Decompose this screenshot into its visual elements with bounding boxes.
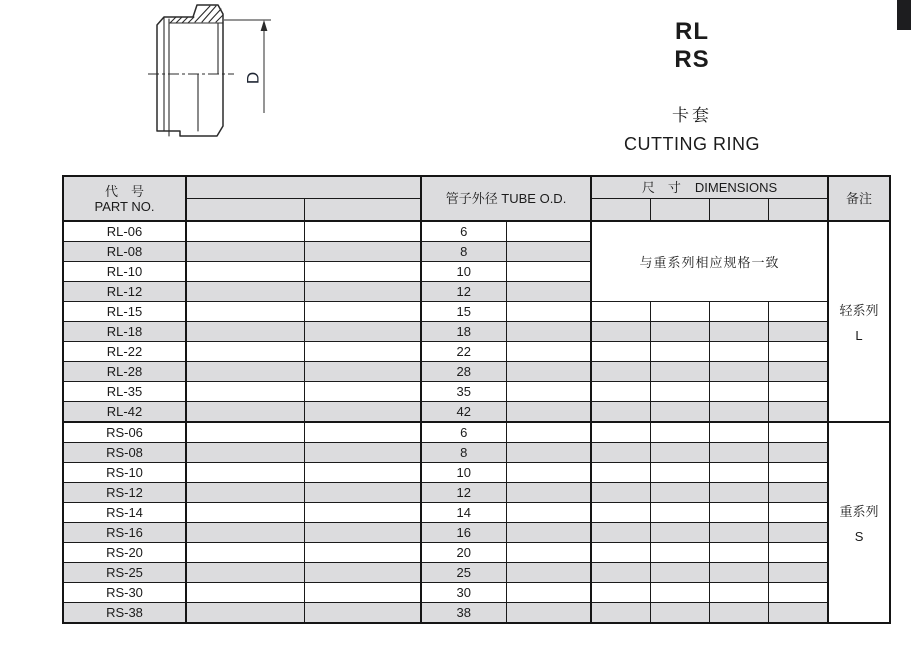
blank-cell <box>506 443 591 463</box>
header-part-no-cn: 代 号 <box>104 183 144 199</box>
dim-cell <box>768 302 828 322</box>
dim-cell <box>650 382 709 402</box>
blank-cell <box>304 463 421 483</box>
blank-cell <box>304 342 421 362</box>
tube-od-cell: 15 <box>421 302 506 322</box>
dim-cell <box>591 503 650 523</box>
dimension-label: D <box>243 71 263 85</box>
tube-od-cell: 16 <box>421 523 506 543</box>
header-dim-sub-3 <box>709 199 768 222</box>
part-no-cell: RS-14 <box>63 503 186 523</box>
blank-cell <box>186 583 304 603</box>
row-RS-16 <box>63 523 890 543</box>
blank-cell <box>304 583 421 603</box>
row-RL-42 <box>63 402 890 423</box>
row-RS-14 <box>63 503 890 523</box>
dim-cell <box>650 563 709 583</box>
remark-series-cn: 轻系列 <box>839 303 879 318</box>
part-no-cell: RL-10 <box>63 262 186 282</box>
header-dimensions <box>591 176 828 199</box>
blank-cell <box>506 362 591 382</box>
dim-cell <box>709 603 768 624</box>
dim-cell <box>650 503 709 523</box>
dim-cell <box>709 583 768 603</box>
blank-cell <box>304 523 421 543</box>
blank-cell <box>506 583 591 603</box>
tube-od-cell: 8 <box>421 242 506 262</box>
dim-cell <box>709 302 768 322</box>
dimension-arrowhead <box>261 20 268 31</box>
blank-cell <box>186 262 304 282</box>
dim-cell <box>591 443 650 463</box>
dim-cell <box>591 362 650 382</box>
blank-cell <box>506 483 591 503</box>
dim-cell <box>591 322 650 342</box>
header-blank-group <box>186 176 421 199</box>
part-no-cell: RS-10 <box>63 463 186 483</box>
header-blank-sub-1 <box>186 199 304 222</box>
dim-cell <box>650 443 709 463</box>
part-no-cell: RS-30 <box>63 583 186 603</box>
blank-cell <box>304 543 421 563</box>
dim-cell <box>768 322 828 342</box>
blank-cell <box>304 483 421 503</box>
header-dim-sub-4 <box>768 199 828 222</box>
remark-series-code: L <box>855 328 863 343</box>
row-RS-06 <box>63 422 890 443</box>
part-no-cell: RS-08 <box>63 443 186 463</box>
blank-cell <box>304 322 421 342</box>
dim-cell <box>650 583 709 603</box>
row-RS-10 <box>63 463 890 483</box>
blank-cell <box>304 443 421 463</box>
row-RS-12 <box>63 483 890 503</box>
blank-cell <box>186 282 304 302</box>
dim-cell <box>709 443 768 463</box>
blank-cell <box>186 242 304 262</box>
blank-cell <box>506 422 591 443</box>
blank-cell <box>506 603 591 624</box>
dim-cell <box>768 603 828 624</box>
product-name-en: CUTTING RING <box>624 134 760 154</box>
header-blank-sub-2 <box>304 199 421 222</box>
row-RL-18 <box>63 322 890 342</box>
dim-cell <box>591 422 650 443</box>
dim-cell <box>768 483 828 503</box>
dim-cell <box>768 543 828 563</box>
blank-cell <box>304 262 421 282</box>
blank-cell <box>186 402 304 423</box>
tube-od-cell: 20 <box>421 543 506 563</box>
part-no-cell: RL-35 <box>63 382 186 402</box>
dim-cell <box>591 342 650 362</box>
blank-cell <box>186 382 304 402</box>
blank-cell <box>506 262 591 282</box>
blank-cell <box>506 523 591 543</box>
blank-cell <box>186 221 304 242</box>
blank-cell <box>506 342 591 362</box>
dim-cell <box>591 402 650 423</box>
blank-cell <box>506 463 591 483</box>
dimension-line <box>224 20 271 113</box>
dim-cell <box>650 322 709 342</box>
dim-cell <box>650 603 709 624</box>
dim-cell <box>709 402 768 423</box>
blank-cell <box>304 242 421 262</box>
blank-cell <box>506 221 591 242</box>
tube-od-cell: 18 <box>421 322 506 342</box>
dim-cell <box>709 342 768 362</box>
blank-cell <box>186 543 304 563</box>
product-name-cn: 卡套 <box>672 106 712 125</box>
dim-cell <box>768 362 828 382</box>
part-no-cell: RL-42 <box>63 402 186 423</box>
blank-cell <box>186 463 304 483</box>
dim-cell <box>591 463 650 483</box>
row-RL-06 <box>63 221 890 242</box>
remark-cell-RL <box>828 221 890 422</box>
dim-cell <box>768 563 828 583</box>
dim-cell <box>768 382 828 402</box>
dim-cell <box>591 523 650 543</box>
tube-od-cell: 38 <box>421 603 506 624</box>
blank-cell <box>304 221 421 242</box>
note-cell: 与重系列相应规格一致 <box>591 221 828 302</box>
part-no-cell: RS-06 <box>63 422 186 443</box>
tube-od-cell: 12 <box>421 282 506 302</box>
remark-cell-RS <box>828 422 890 623</box>
dim-cell <box>591 563 650 583</box>
part-no-cell: RL-12 <box>63 282 186 302</box>
blank-cell <box>186 503 304 523</box>
tube-od-cell: 30 <box>421 583 506 603</box>
part-no-cell: RL-08 <box>63 242 186 262</box>
dim-cell <box>768 422 828 443</box>
header-dim-sub-1 <box>591 199 650 222</box>
dim-cell <box>709 463 768 483</box>
remark-series-code: S <box>854 529 864 544</box>
dim-cell <box>650 483 709 503</box>
dim-cell <box>650 463 709 483</box>
cutting-ring-drawing <box>120 0 320 165</box>
blank-cell <box>186 422 304 443</box>
dim-cell <box>591 603 650 624</box>
blank-cell <box>186 603 304 624</box>
part-no-cell: RS-16 <box>63 523 186 543</box>
spec-table-body <box>63 221 890 623</box>
page-corner-tab <box>897 0 911 30</box>
blank-cell <box>506 543 591 563</box>
spec-table-head <box>63 176 890 221</box>
tube-od-cell: 12 <box>421 483 506 503</box>
header-part-no-en: PART NO. <box>94 198 155 214</box>
tube-od-cell: 35 <box>421 382 506 402</box>
dim-cell <box>650 302 709 322</box>
blank-cell <box>506 503 591 523</box>
dim-cell <box>591 483 650 503</box>
dim-cell <box>650 523 709 543</box>
dim-cell <box>709 523 768 543</box>
blank-cell <box>506 402 591 423</box>
dim-cell <box>768 342 828 362</box>
dim-cell <box>768 523 828 543</box>
tube-od-cell: 10 <box>421 262 506 282</box>
part-no-cell: RL-06 <box>63 221 186 242</box>
part-no-cell: RS-12 <box>63 483 186 503</box>
dim-cell <box>650 543 709 563</box>
row-RL-22 <box>63 342 890 362</box>
blank-cell <box>186 443 304 463</box>
part-no-cell: RL-15 <box>63 302 186 322</box>
dim-cell <box>709 483 768 503</box>
tube-od-cell: 6 <box>421 422 506 443</box>
row-RL-35 <box>63 382 890 402</box>
header-remark: 备注 <box>828 176 890 221</box>
dim-cell <box>768 443 828 463</box>
tube-od-cell: 22 <box>421 342 506 362</box>
dim-cell <box>650 362 709 382</box>
header-tube-od: 管子外径 TUBE O.D. <box>421 176 591 221</box>
dim-cell <box>650 402 709 423</box>
series-title-rs: RS <box>674 46 710 73</box>
dim-cell <box>591 382 650 402</box>
blank-cell <box>506 242 591 262</box>
header-row-1 <box>63 176 890 199</box>
dim-cell <box>591 302 650 322</box>
blank-cell <box>304 563 421 583</box>
tube-od-cell: 42 <box>421 402 506 423</box>
title-block <box>572 18 812 155</box>
row-RL-28 <box>63 362 890 382</box>
ring-inner-lines <box>164 17 223 136</box>
part-no-cell: RL-28 <box>63 362 186 382</box>
blank-cell <box>304 302 421 322</box>
header-dim-sub-2 <box>650 199 709 222</box>
blank-cell <box>186 523 304 543</box>
blank-cell <box>506 282 591 302</box>
blank-cell <box>186 362 304 382</box>
blank-cell <box>304 362 421 382</box>
row-RL-15 <box>63 302 890 322</box>
blank-cell <box>186 563 304 583</box>
row-RS-25 <box>63 563 890 583</box>
tube-od-cell: 14 <box>421 503 506 523</box>
tube-od-cell: 10 <box>421 463 506 483</box>
header-part-no <box>63 176 186 221</box>
blank-cell <box>304 282 421 302</box>
blank-cell <box>304 422 421 443</box>
blank-cell <box>304 503 421 523</box>
dim-cell <box>709 503 768 523</box>
blank-cell <box>304 603 421 624</box>
remark-series-cn: 重系列 <box>839 504 879 519</box>
series-title-rl: RL <box>675 18 709 45</box>
dim-cell <box>709 543 768 563</box>
blank-cell <box>186 322 304 342</box>
row-RS-20 <box>63 543 890 563</box>
blank-cell <box>506 563 591 583</box>
row-RS-08 <box>63 443 890 463</box>
dim-cell <box>768 463 828 483</box>
spec-table <box>62 175 891 624</box>
blank-cell <box>304 402 421 423</box>
header-dimensions-en: DIMENSIONS <box>694 180 778 195</box>
dim-cell <box>768 402 828 423</box>
dim-cell <box>709 362 768 382</box>
part-no-cell: RL-22 <box>63 342 186 362</box>
dim-cell <box>709 422 768 443</box>
tube-od-cell: 25 <box>421 563 506 583</box>
part-no-cell: RS-25 <box>63 563 186 583</box>
part-no-cell: RL-18 <box>63 322 186 342</box>
part-no-cell: RS-38 <box>63 603 186 624</box>
tube-od-cell: 8 <box>421 443 506 463</box>
dim-cell <box>650 342 709 362</box>
dim-cell <box>650 422 709 443</box>
tube-od-cell: 6 <box>421 221 506 242</box>
header-dimensions-cn: 尺 寸 <box>641 180 681 195</box>
row-RS-38 <box>63 603 890 624</box>
dim-cell <box>768 503 828 523</box>
row-RS-30 <box>63 583 890 603</box>
dim-cell <box>709 382 768 402</box>
dim-cell <box>591 543 650 563</box>
blank-cell <box>304 382 421 402</box>
blank-cell <box>186 302 304 322</box>
dim-cell <box>709 322 768 342</box>
dim-cell <box>709 563 768 583</box>
blank-cell <box>506 322 591 342</box>
blank-cell <box>186 483 304 503</box>
blank-cell <box>506 382 591 402</box>
part-no-cell: RS-20 <box>63 543 186 563</box>
blank-cell <box>186 342 304 362</box>
dim-cell <box>591 583 650 603</box>
blank-cell <box>506 302 591 322</box>
dim-cell <box>768 583 828 603</box>
ring-outline <box>157 5 223 136</box>
tube-od-cell: 28 <box>421 362 506 382</box>
